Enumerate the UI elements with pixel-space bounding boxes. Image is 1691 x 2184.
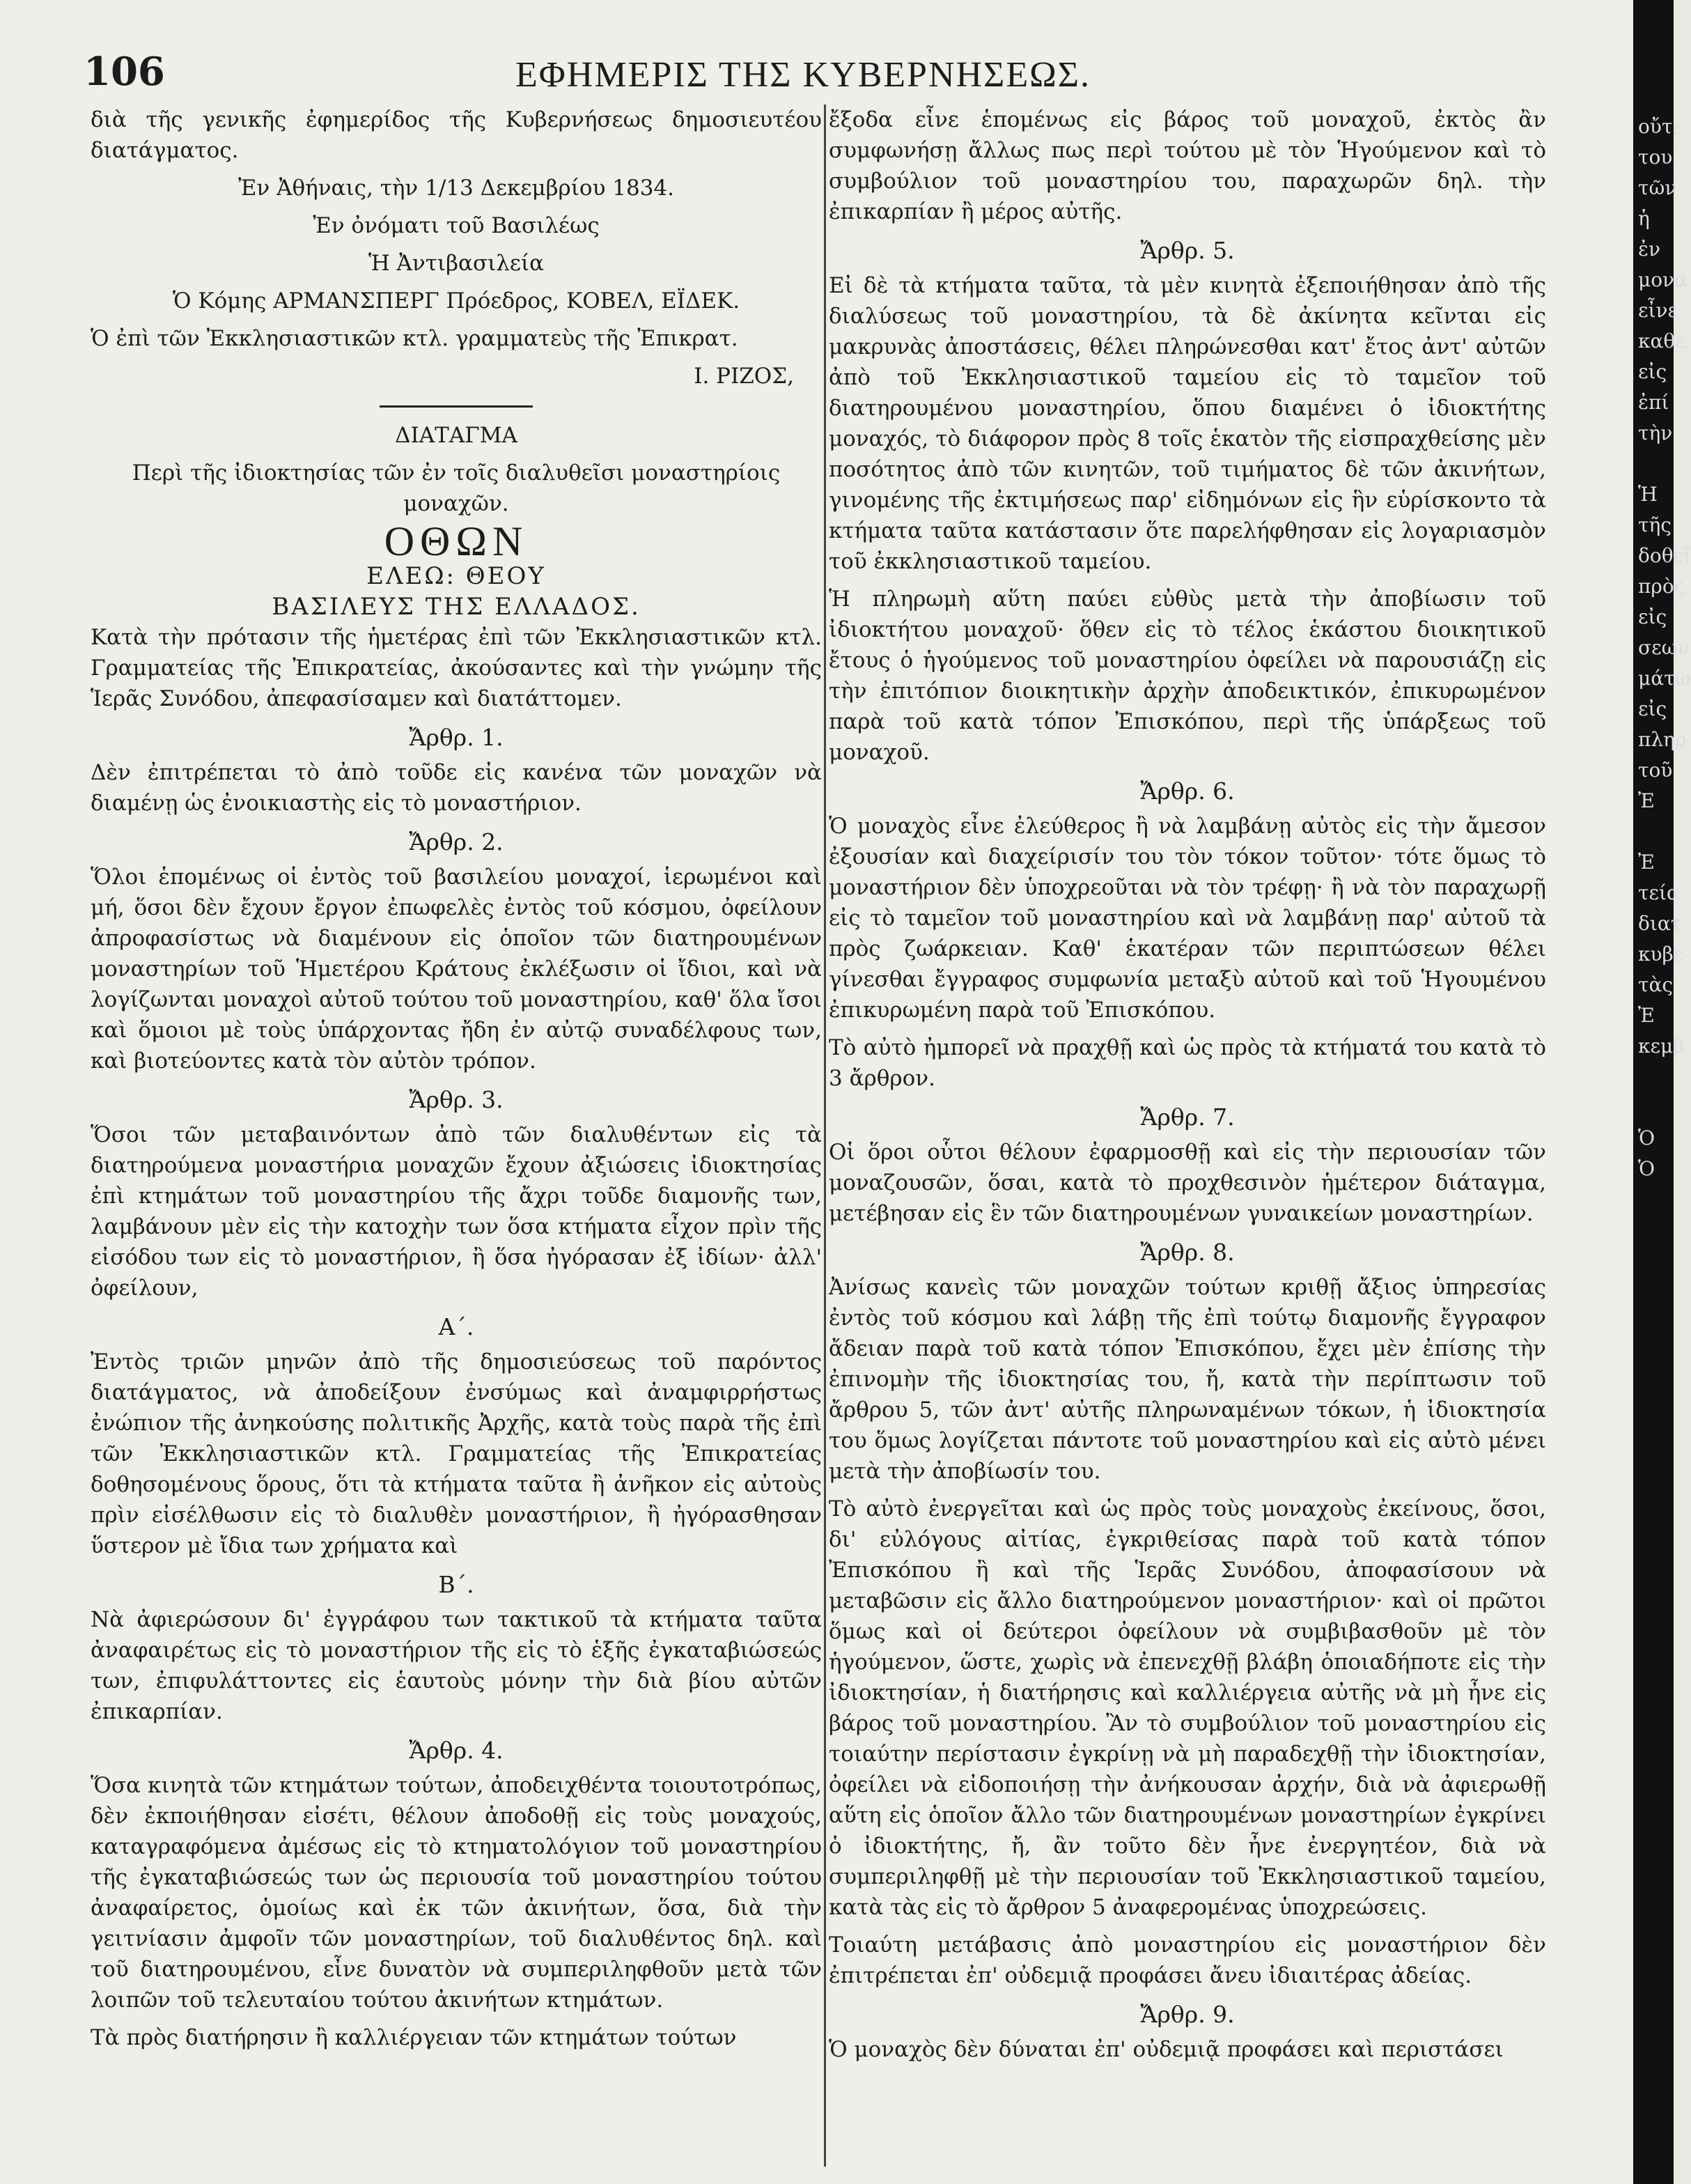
edge-fragment: μάτω xyxy=(1638,667,1691,690)
adjacent-page-fragments xyxy=(1638,111,1691,1184)
secretary-name: Ι. ΡΙΖΟΣ, xyxy=(694,364,794,389)
edge-fragment: Ἐ xyxy=(1638,1004,1655,1027)
edge-fragment: τῆς xyxy=(1638,513,1671,536)
article-9-title: Ἄρθρ. 9. xyxy=(1140,2001,1235,2028)
intro-text: διὰ τῆς γενικῆς ἐφημερίδος τῆς Κυβερνήσεως δημοσιευτέου διατάγματος. xyxy=(91,107,822,163)
edge-fragment: σεων xyxy=(1638,636,1690,659)
regency-line: Ἡ Ἀντιβασιλεία xyxy=(368,251,545,276)
edge-fragment xyxy=(1638,449,1671,479)
article-8-text-c: Τοιαύτη μετάβασις ἀπὸ μοναστηρίου εἰς μοναστήριον δὲν ἐπιτρέπεται ἐπ' οὐδεμιᾷ προφάσει ἄνευ ἰδιαιτέρας ἀδείας. xyxy=(829,1933,1546,1988)
article-4-title: Ἄρθρ. 4. xyxy=(409,1737,504,1764)
article-3-text: Ὅσοι τῶν μεταβαινόντων ἀπὸ τῶν διαλυθέντων εἰς τὰ διατηρούμενα μοναστήρια μοναχῶν ἔχουν ἀξιώσεις ἰδιοκτησίας ἐπὶ κτημάτων τοῦ μοναστηρίου τῆς ἄχρι τοῦδε διαμονῆς των, λαμβάνουν μὲν εἰς τὴν κατοχὴν των ὅσα κτήματα εἶχον πρὶν τῆς εἰσόδου των εἰς τὸ μοναστήριον, ἢ ὅσα ἠγόρασαν ἐξ ἰδίων· ἀλλ' ὀφείλουν, xyxy=(91,1122,822,1301)
article-5-text: Εἰ δὲ τὰ κτήματα ταῦτα, τὰ μὲν κινητὰ ἐξεποιήθησαν ἀπὸ τῆς διαλύσεως τοῦ μοναστηρίου, τὰ δὲ ἀκίνητα κεῖνται εἰς μακρυνὰς ἀποστάσεις, θέλει πληρώνεσθαι κατ' ἔτος ἀντ' αὐτῶν ἀπὸ τοῦ Ἐκκλησιαστικοῦ ταμείου εἰς τὸ ταμεῖον τοῦ διατηρουμένου μοναστηρίου, ὅπου διαμένει ὁ ἰδιοκτήτης μοναχός, τὸ διάφορον πρὸς 8 τοῖς ἑκατὸν τῆς εἰσπραχθείσης μὲν ποσότητος ἀπὸ τῶν κινητῶν, τοῦ τιμήματος δὲ τῶν ἀκινήτων, γινομένης τῆς ἐκτιμήσεως παρ' εἰδημόνων εἰς ἣν εὑρίσκοντο τὰ κτήματα ταῦτα κατάστασιν ὅτε παρελήφθησαν εἰς λογαριασμὸν τοῦ ἐκκλησιαστικοῦ ταμείου. xyxy=(829,273,1546,574)
page-header xyxy=(84,42,1532,104)
secretary-line: Ὁ ἐπὶ τῶν Ἐκκλησιαστικῶν κτλ. γραμματεὺς τῆς Ἐπικρατ. xyxy=(91,326,738,351)
edge-fragment: τῶν xyxy=(1638,176,1677,199)
page-number: 106 xyxy=(84,49,165,95)
grace-line: ΕΛΕΩ: ΘΕΟΥ xyxy=(366,562,546,590)
king-name: ΟΘΩΝ xyxy=(384,518,529,564)
date-line: Ἐν Ἀθήναις, τὴν 1/13 Δεκεμβρίου 1834. xyxy=(237,176,675,201)
edge-fragment: του, xyxy=(1638,146,1679,169)
article-6-title: Ἄρθρ. 6. xyxy=(1140,777,1235,805)
article-5-text-b: Ἡ πληρωμὴ αὕτη παύει εὐθὺς μετὰ τὴν ἀποβίωσιν τοῦ ἰδιοκτήτου μοναχοῦ· ὅθεν εἰς τὸ τέλος ἑκάστου διοικητικοῦ ἔτους ὁ ἡγούμενος τοῦ μοναστηρίου ὀφείλει νὰ παρουσιάζῃ εἰς τὴν ἐπιτόπιον διοικητικὴν ἀρχὴν ἀποδεικτικόν, ἐπικυρωμένον παρὰ τοῦ κατὰ τόπον Ἐπισκόπου, περὶ τῆς ὑπάρξεως τοῦ μοναχοῦ. xyxy=(829,587,1546,765)
edge-fragment: εἰς xyxy=(1638,697,1667,720)
column-divider xyxy=(824,104,826,2167)
edge-fragment: εἰς xyxy=(1638,360,1667,383)
decree-heading: ΔΙΑΤΑΓΜΑ xyxy=(395,423,517,448)
edge-fragment: Ἡ xyxy=(1638,483,1658,506)
edge-fragment xyxy=(1638,1092,1671,1123)
edge-fragment: δοθεῖ xyxy=(1638,544,1691,567)
article-2-text: Ὅλοι ἑπομένως οἱ ἐντὸς τοῦ βασιλείου μοναχοί, ἱερωμένοι καὶ μή, ὅσοι δὲν ἔχουν ἔργον ἐπωφελὲς ἐντὸς τοῦ κόσμου, ὀφείλουν ἀπροφασίστως νὰ διαμένουν εἰς ὁποῖον τῶν διατηρουμένων μοναστηρίων τοῦ Ἡμετέρου Κράτους ἐκλέξωσιν οἱ ἴδιοι, καὶ νὰ λογίζωνται μοναχοὶ αὐτοῦ τούτου τοῦ μοναστηρίου, καθ' ὅλα ἴσοι καὶ ὅμοιοι μὲ τοὺς ὑπάρχοντας ἤδη ἐν αὐτῷ συναδέλφους των, καὶ βιοτεύοντες κατὰ τὸν αὐτὸν τρόπον. xyxy=(91,865,822,1074)
article-4-text: Ὅσα κινητὰ τῶν κτημάτων τούτων, ἀποδειχθέντα τοιουτοτρόπως, δὲν ἐκποιήθησαν εἰσέτι, θέλουν ἀποδοθῇ εἰς τοὺς μοναχούς, καταγραφόμενα ἀμέσως εἰς τὸ κτηματολόγιον τοῦ μοναστηρίου τῆς ἐγκαταβιώσεώς των ὡς περιουσία τοῦ μοναστηρίου τούτου ἀναφαίρετος, ὁμοίως καὶ ἐκ τῶν ἀκινήτων, ὅσα, διὰ τὴν γειτνίασιν ἀμφοῖν τῶν μοναστηρίων, τοῦ διαλυθέντος δηλ. καὶ τοῦ διατηρουμένου, εἶνε δυνατὸν νὰ συμπεριληφθοῦν μετὰ τῶν λοιπῶν τοῦ τελευταίου τούτου ἀκινήτων κτημάτων. xyxy=(91,1773,822,2013)
subsection-a-text: Ἐντὸς τριῶν μηνῶν ἀπὸ τῆς δημοσιεύσεως τοῦ παρόντος διατάγματος, νὰ ἀποδείξουν ἐνσύμως καὶ ἀναμφιρρήστως ἐνώπιον τῆς ἀνηκούσης πολιτικῆς Ἀρχῆς, κατὰ τοὺς παρὰ τῆς ἐπὶ τῶν Ἐκκλησιαστικῶν κτλ. Γραμματείας τῆς Ἐπικρατείας δοθησομένους ὅρους, ὅτι τὰ κτήματα ταῦτα ἢ ἀνῆκον εἰς αὐτοὺς πρὶν εἰσέλθωσιν εἰς τὸ διαλυθὲν μοναστήριον, ἢ ἠγόρασθησαν ὕστερον μὲ ἴδια των χρήματα καὶ xyxy=(91,1349,822,1558)
edge-fragment: καθε xyxy=(1638,330,1685,353)
article-6-text: Ὁ μοναχὸς εἶνε ἐλεύθερος ἢ νὰ λαμβάνῃ αὐτὸς εἰς τὴν ἄμεσον ἐξουσίαν καὶ διαχείρισίν του τὸν τόκον τοῦτον· τότε ὅμως τὸ μοναστήριον δὲν ὑποχρεοῦται νὰ τὸν τρέφῃ· ἢ νὰ τὸν παραχωρῇ εἰς τὸ ταμεῖον τοῦ μοναστηρίου καὶ νὰ λαμβάνῃ παρ' αὐτοῦ τὰ πρὸς ζωάρκειαν. Καθ' ἑκατέραν τῶν περιπτώσεων θέλει γίνεσθαι ἔγγραφος συμφωνία μεταξὺ αὐτοῦ καὶ τοῦ Ἡγουμένου ἐπικυρωμένη παρὰ τοῦ Ἐπισκόπου. xyxy=(829,814,1546,1023)
article-6-text-b: Τὸ αὐτὸ ἠμπορεῖ νὰ πραχθῇ καὶ ὡς πρὸς τὰ κτήματά του κατὰ τὸ 3 ἄρθρον. xyxy=(829,1035,1546,1091)
article-7-title: Ἄρθρ. 7. xyxy=(1140,1103,1235,1131)
article-7-text: Οἱ ὅροι οὗτοι θέλουν ἐφαρμοσθῇ καὶ εἰς τὴν περιουσίαν τῶν μοναζουσῶν, ὅσαι, κατὰ τὸ προχθεσινὸν ἡμέτερον διάταγμα, μετέβησαν εἰς ἓν τῶν διατηρουμένων γυναικείων μοναστηρίων. xyxy=(829,1140,1546,1226)
edge-fragment: ἐπί xyxy=(1638,391,1669,414)
article-8-text-b: Τὸ αὐτὸ ἐνεργεῖται καὶ ὡς πρὸς τοὺς μοναχοὺς ἐκείνους, ὅσοι, δι' εὐλόγους αἰτίας, ἐγκριθείσας παρὰ τοῦ κατὰ τόπον Ἐπισκόπου ἢ καὶ τῆς Ἱερᾶς Συνόδου, ἀποφασίσουν νὰ μεταβῶσιν εἰς ἄλλο διατηρούμενον μοναστήριον· καὶ οἱ πρῶτοι ὅμως καὶ οἱ δεύτεροι ὀφείλουν νὰ συμβιβασθοῦν μὲ τὸν ἡγούμενον, ὥστε, χωρὶς νὰ ἐπενεχθῇ βλάβη ὁποιαδήποτε εἰς τὴν ἰδιοκτησίαν, ἡ διατήρησις καὶ καλλιέργεια αὐτῆς νὰ μὴ ἦνε εἰς βάρος τοῦ μοναστηρίου. Ἂν τὸ συμβούλιον τοῦ μοναστηρίου εἰς τοιαύτην περίστασιν ἐγκρίνῃ νὰ μὴ παραδεχθῇ τὴν ἰδιοκτησίαν, ὀφείλει νὰ εἰδοποιήσῃ τὴν ἀνήκουσαν ἀρχήν, διὰ νὰ ἀφιερωθῇ αὕτη εἰς ὁποῖον ἄλλο τῶν διατηρουμένων μοναστηρίων ἐγκρίνει ὁ ἰδιοκτήτης, ἤ, ἂν τοῦτο δὲν ἦνε ἐνεργητέον, διὰ νὰ συμπεριληφθῇ μὲ τὴν περιουσίαν τοῦ Ἐκκλησιαστικοῦ ταμείου, κατὰ τὰς εἰς τὸ ἄρθρον 5 ἀναφερομένας ὑποχρεώσεις. xyxy=(829,1496,1546,1920)
edge-fragment xyxy=(1638,1062,1671,1092)
article-5-title: Ἄρθρ. 5. xyxy=(1140,237,1235,264)
article-1-text: Δὲν ἐπιτρέπεται τὸ ἀπὸ τοῦδε εἰς κανένα τῶν μοναχῶν νὰ διαμένῃ ὡς ἐνοικιαστὴς εἰς τὸ μοναστήριον. xyxy=(91,760,822,816)
edge-fragment: κεμβ xyxy=(1638,1035,1685,1058)
left-column xyxy=(91,104,822,2060)
in-name-line: Ἐν ὀνόματι τοῦ Βασιλέως xyxy=(313,213,600,238)
continuation-text: ἔξοδα εἶνε ἑπομένως εἰς βάρος τοῦ μοναχοῦ, ἐκτὸς ἂν συμφωνήσῃ ἄλλως πως περὶ τούτου μὲ τὸν Ἡγούμενον καὶ τὸ συμβούλιον τοῦ μοναστηρίου του, παραχωρῶν δηλ. τὴν ἐπικαρπίαν ἢ μέρος αὐτῆς. xyxy=(829,107,1546,224)
edge-fragment: πληρ xyxy=(1638,728,1687,751)
article-3-title: Ἄρθρ. 3. xyxy=(409,1086,504,1113)
edge-fragment: τοῦ Ἐ xyxy=(1638,759,1673,812)
decree-subject: Περὶ τῆς ἰδιοκτησίας τῶν ἐν τοῖς διαλυθεῖσι μοναστηρίοις μοναχῶν. xyxy=(132,460,781,516)
edge-fragment: τὴν xyxy=(1638,421,1673,444)
subsection-b-title: Β΄. xyxy=(438,1571,474,1598)
edge-fragment: εἶνε xyxy=(1638,299,1678,322)
article-8-title: Ἄρθρ. 8. xyxy=(1140,1239,1235,1266)
edge-fragment: Ὁ xyxy=(1638,1126,1655,1149)
article-9-text: Ὁ μοναχὸς δὲν δύναται ἐπ' οὐδεμιᾷ προφάσει καὶ περιστάσει xyxy=(829,2037,1504,2062)
article-2-title: Ἄρθρ. 2. xyxy=(409,828,504,855)
edge-fragment: Ὁ xyxy=(1638,1157,1655,1180)
edge-fragment: πρὸς xyxy=(1638,575,1685,598)
edge-fragment: μονα xyxy=(1638,268,1688,291)
edge-fragment: τεία xyxy=(1638,881,1680,904)
edge-fragment: διατ xyxy=(1638,912,1682,935)
preamble: Κατὰ τὴν πρότασιν τῆς ἡμετέρας ἐπὶ τῶν Ἐκκλησιαστικῶν κτλ. Γραμματείας τῆς Ἐπικρατείας, ἀκούσαντες καὶ τὴν γνώμην τῆς Ἱερᾶς Συνόδου, ἀπεφασίσαμεν καὶ διατάττομεν. xyxy=(91,625,822,711)
edge-fragment: τὰς xyxy=(1638,973,1674,996)
edge-fragment: οὔτε xyxy=(1638,115,1683,138)
subsection-b-text: Νὰ ἀφιερώσουν δι' ἐγγράφου των τακτικοῦ τὰ κτήματα ταῦτα ἀναφαιρέτως εἰς τὸ μοναστήριον τῆς εἰς τὸ ἑξῆς ἐγκαταβιώσεώς των, ἐπιφυλάττοντες εἰς ἑαυτοὺς μόνην τὴν διὰ βίου αὐτῶν ἐπικαρπίαν. xyxy=(91,1607,822,1724)
article-1-title: Ἄρθρ. 1. xyxy=(409,724,504,751)
right-column xyxy=(829,104,1546,2072)
gazette-title: ΕΦΗΜΕΡΙΣ ΤΗΣ ΚΥΒΕΡΝΗΣΕΩΣ. xyxy=(515,55,1091,95)
edge-fragment: κυβε xyxy=(1638,943,1684,966)
separator-rule xyxy=(380,405,533,408)
king-title: ΒΑΣΙΛΕΥΣ ΤΗΣ ΕΛΛΑΔΟΣ. xyxy=(272,593,641,621)
edge-fragment: εἰς xyxy=(1638,605,1667,628)
edge-fragment: ἡ ἐν xyxy=(1638,207,1661,261)
article-4-continuation: Τὰ πρὸς διατήρησιν ἢ καλλιέργειαν τῶν κτημάτων τούτων xyxy=(91,2025,737,2050)
signatories-line: Ὁ Κόμης ΑΡΜΑΝΣΠΕΡΓ Πρόεδρος, ΚΟΒΕΛ, ΕΪΔΕΚ. xyxy=(172,288,740,313)
subsection-a-title: Α΄. xyxy=(438,1313,474,1340)
article-8-text: Ἀνίσως κανεὶς τῶν μοναχῶν τούτων κριθῇ ἄξιος ὑπηρεσίας ἐντὸς τοῦ κόσμου καὶ λάβῃ τῆς ἐπὶ τούτῳ διαμονῆς ἔγγραφον ἄδειαν παρὰ τοῦ κατὰ τόπον Ἐπισκόπου, ἔχει μὲν ἐπίσης τὴν ἐπινομὴν τῆς ἰδιοκτησίας του, ἤ, κατὰ τὴν περίπτωσιν τοῦ ἄρθρου 5, τῶν ἀντ' αὐτῆς πληρωναμένων τόκων, ἡ ἰδιοκτησία του ὅμως λογίζεται πάντοτε τοῦ μοναστηρίου καὶ εἰς αὐτὸ μένει μετὰ τὴν ἀποβίωσίν του. xyxy=(829,1275,1546,1484)
edge-fragment xyxy=(1638,816,1671,847)
edge-fragment: Ἐ xyxy=(1638,851,1655,874)
